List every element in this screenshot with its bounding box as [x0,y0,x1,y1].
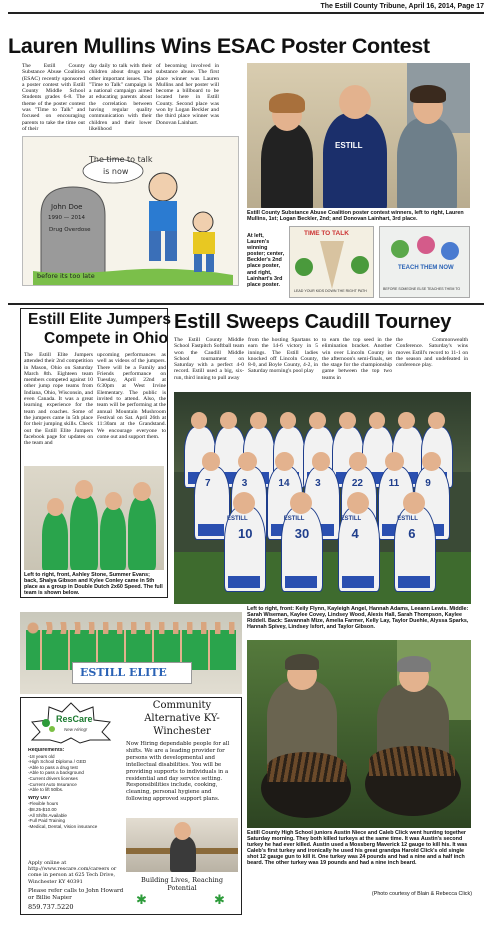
story3-col2: from the hosting Spartans to earn the 14-6 victory in 5 innings. The Estill ladies knocked off Lincoln County, 8-0, and Boyle County, 4-2, in Saturday morning's pool play [248,337,318,375]
ad-apply: Apply online at http://www.rescare.com/careers or come in person at 625 Tech Drive, Winchester KY 40391 [28,860,117,885]
poster2-top: TIME TO TALK [304,230,349,237]
poster3-top: TEACH THEM NOW [398,265,454,271]
jersey-number: 7 [205,478,211,489]
story3-photo-caption: Left to right, front: Keily Flynn, Kayleigh Angel, Hannah Adams, Leeann Lewis. Middle: Sarah Wiseman, Kaylee Covey, Lindsey Wood, Alexis Hall, Sarah Thompson, Kaylee Riddell. Back: Savannah Mize, Amelia Farmer, Kelly Lay, Taylor Duehle, Alyssa Sparks, Hannah Spivey, Lindsey Isfort, and Taylor Gibson. [247,606,469,631]
story1-second-poster [289,226,374,298]
story1-col3: of becoming involved in substance abuse. The first place winner was Lauren Mullins and her poster will become a billboard to be located here in Estill County. Second place was won by Logan Beckler and the third place winner was Donovan Lainhart. [156,63,219,126]
page-header-bar [8,4,484,14]
story2-col2: upcoming performances as well as videos of the jumpers. There will be a Family and Friends performance on Tuesday, April 22nd at 6:30pm at West Irvine Elementary. The public is invited to attend. Also, the team will be performing at the annual Mountain Mushroom Festival on Sat. April 26th at 11:30am at the Grandstand. We encourage everyone to come out and support them. [97,352,166,440]
jersey-text: ESTILL [283,516,305,522]
softball-player-head [309,412,326,429]
requirement-3: -Able to pass a background [28,770,84,776]
why-0: -Flexible hours [28,801,59,807]
softball-player-head [290,492,312,514]
story2-jumpers-photo [24,466,164,570]
tomb-name: John Doe [51,203,83,211]
story3-col4: the Commonwealth Conference. Saturday's wins moves Estill's record to 11-1 on the season and undefeated in conference play. [396,337,468,369]
story2-team-photo [20,612,242,694]
story3-col1: The Estill County Middle School Fastpitch Softball team won the Caudill Middle School tournament on Saturday with a perfect 4-0 record. Estill used a big, six-run, third inning to pull away [174,337,244,381]
jersey-number: 22 [351,478,363,489]
jersey-text: ESTILL [397,516,418,522]
requirement-5: -Current Auto Insurance [28,781,77,787]
softball-player-head [385,452,404,471]
softball-player-head [339,412,356,429]
ad-green-star-icon-right: ✱ [214,893,225,908]
story3-headline: Estill Sweeps Caudill Tourney [174,311,452,333]
softball-player-head [349,452,368,471]
ad-phone: 859.737.5220 [28,903,74,911]
softball-player-head [280,412,297,429]
poster-line2: is now [103,167,129,176]
softball-player-head [250,412,267,429]
jersey-number: 6 [408,526,416,541]
requirement-6: -Able to lift 50lbs. [28,787,64,793]
softball-player-socks [342,576,374,588]
story1-third-poster [379,226,470,298]
why-1: -$8.25-$10.00 [28,806,57,812]
softball-team [174,392,471,604]
page-header-text: The Estill County Tribune, April 16, 2014, Page 17 [320,3,484,10]
tomb-dates: 1990 — 2014 [48,215,85,221]
requirement-4: -Current drivers licenses [28,775,78,781]
softball-player-head [220,412,237,429]
requirement-2: -Able to pass a drug test [28,764,78,770]
ad-slogan-line2: Potential [167,884,197,892]
why-title: Why Us? [28,795,51,801]
requirement-0: -18 years old [28,753,55,759]
softball-player-socks [285,576,317,588]
softball-player-head [275,452,294,471]
softball-player-head [202,452,221,471]
ad-title-line1: Community [152,700,212,711]
jersey-text: ESTILL [227,516,248,522]
poster-bottom-text: before its too late [37,272,95,280]
ad-title-line2: Alternative KY- [144,713,220,724]
softball-player-head [191,412,208,429]
story1-col2: day daily to talk with their children about drugs and other important issues. The "Time to Talk" campaign is a national campaign aimed at educating parents about the correlation between having regular quality communication with their children and their lower likelihood [89,63,152,132]
requirements-title: Requirements: [28,748,65,753]
poster2-bottom: LEAD YOUR KIDS DOWN THE RIGHT PATH [294,289,367,293]
jersey-number: 11 [388,478,400,489]
ad-photo [126,818,238,872]
softball-player-socks [398,576,430,588]
story1-headline: Lauren Mullins Wins ESAC Poster Contest [8,34,430,58]
softball-player-head [347,492,369,514]
softball-player-socks [198,524,224,536]
why-3: -Full Paid Training [28,818,66,824]
softball-player-head [422,452,441,471]
story1-col1: The Estill County Substance Abuse Coalition (ESAC) recently sponsored a poster contest with Estill County Middle School Students grades 6-8. The theme of the poster contest was "Time to Talk" and focused on encouraging parents to take the time out of their [22,63,85,132]
story2-photo-caption: Left to right, front, Ashley Stone, Summer Evans; back, Shalya Gibson and Kylee Conley came in 5th place as a group in Double Dutch 2x60 Speed. The full team is shown below. [24,572,163,597]
story2-headline-line2: Compete in Ohio [44,330,168,347]
story4-turkey-photo [247,640,471,828]
story2-headline-line1: Estill Elite Jumpers [28,311,171,328]
jersey-number: 3 [241,478,248,489]
banner-text: ESTILL ELITE [80,666,167,679]
ad-logo-sub: New Hiring! [64,727,88,732]
story1-side-caption: At left, Lauren's winning poster; center, Beckler's 2nd place poster, and right, Lainhart's 3rd place poster. [247,233,285,288]
story1-winners-photo [247,63,470,208]
story3-col3: to earn the top seed in the elimination bracket. Another win over Lincoln County in the afternoon's semi-finals, set the stage for the championship game between the top two teams in [322,337,392,381]
story4-photo-caption: Estill County High School juniors Austin Niece and Caleb Click went hunting together Saturday morning. They both killed turkeys at the same time. It was Austin's second turkey he had ever killed. Austin used a Mossberg Maverick 12 gauge to kill his. It was Caleb's first turkey and ironically he used his great grandpa Harold Click's old single shot 12 gauge gun to kill it. One turkey was 24 pounds and had a nine and a half inch beard. The other turkey was 19 pounds and had a nine inch beard. [247,830,468,867]
softball-player-head [233,492,255,514]
story2-col1: The Estill Elite Jumpers attended their 2nd competition in Mason, Ohio on Saturday March 8th. Eighteen team members competed against 10 other jump rope teams from Indiana, Ohio, Wisconsin, and even Canada. It was a great learning experience for the team and coaches. Some of the jumpers came in 5th place for their jumping skills. Check out the Estill Elite Jumpers facebook page for updates on the team and [24,352,93,447]
ad-green-star-icon-left: ✱ [136,893,147,908]
jersey-number: 10 [238,526,253,541]
ad-refer: Please refer calls to John Howard or Billie Napier [28,888,124,901]
ad-body: Now Hiring dependable people for all shifts. We are a leading provider for persons with developmental and intellectual disabilities. You will be providing supports to individuals in a residential and day service setting. Responsibilities include, cooking, cleaning, personal hygiene and following approved support plans. [126,741,230,803]
jersey-number: 3 [315,478,321,489]
softball-player-head [398,412,415,429]
why-2: -All Shifts Available [28,812,67,818]
softball-player-head [312,452,331,471]
story4-photo-credit: (Photo courtesy of Blain & Rebecca Click) [371,891,472,897]
poster-line1: The time to talk [89,155,153,164]
why-4: -Medical, Dental, Vision insurance [28,823,98,829]
ad-title-line3: Winchester [153,726,211,737]
ad-slogan-line1: Building Lives, Reaching [140,876,224,884]
story1-bottom-rule [8,303,484,305]
softball-player-socks [228,576,260,588]
softball-player-head [369,412,386,429]
jersey-number: 9 [425,478,431,489]
ad-logo-text: ResCare [56,714,93,724]
poster3-bottom: BEFORE SOMEONE ELSE TEACHES THEM TO [383,287,461,291]
jersey-text: ESTILL [340,516,362,522]
softball-player-head [428,412,445,429]
softball-player-head [238,452,257,471]
story1-photo-caption: Estill County Substance Abuse Coalition poster contest winners, left to right, Lauren Mullins, 1st; Logan Beckler, 2nd; and Donovan Lainhart, 3rd place. [247,210,464,223]
ad-requirements [28,748,120,858]
shirt-text: ESTILL [335,141,363,150]
story1-winning-poster [22,136,239,286]
story3-softball-photo [174,392,471,604]
jersey-number: 14 [278,478,290,489]
requirement-1: -High School Diploma / GED [28,759,87,765]
jersey-number: 30 [294,526,310,541]
ad-logo [28,702,114,744]
tomb-text: Drug Overdose [49,227,91,233]
jersey-number: 4 [351,526,359,541]
